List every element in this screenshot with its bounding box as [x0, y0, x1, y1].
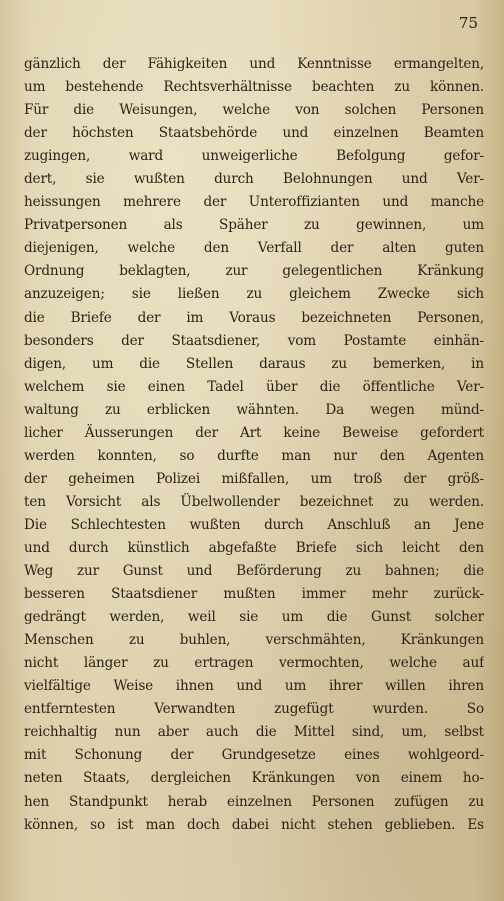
text-line: Ordnung beklagten, zur gelegentlichen Kränkung — [24, 263, 484, 280]
text-line: Menschen zu buhlen, verschmähten, Kränkungen — [24, 632, 484, 649]
text-line: werden konnten, so durfte man nur den Agenten — [24, 447, 484, 464]
text-line: Die Schlechtesten wußten durch Anschluß an Jene — [24, 516, 484, 533]
page-number: 75 — [458, 14, 478, 32]
text-line: mit Schonung der Grundgesetze eines wohlgeord- — [24, 747, 484, 764]
text-line: entferntesten Verwandten zugefügt wurden. So — [24, 701, 484, 718]
text-line: heissungen mehrere der Unteroffizianten und manche — [24, 194, 484, 211]
text-line: die Briefe der im Voraus bezeichneten Personen, — [24, 309, 484, 326]
text-line: digen, um die Stellen daraus zu bemerken, in — [24, 355, 484, 372]
text-line: Weg zur Gunst und Beförderung zu bahnen; die — [24, 563, 484, 580]
text-line: gedrängt werden, weil sie um die Gunst solcher — [24, 609, 484, 626]
text-line: können, so ist man doch dabei nicht stehen geblieben. Es — [24, 816, 484, 833]
text-line: dert, sie wußten durch Belohnungen und Ver- — [24, 171, 484, 188]
body-text — [24, 53, 484, 837]
text-line: vielfältige Weise ihnen und um ihrer willen ihren — [24, 678, 484, 695]
text-line: Für die Weisungen, welche von solchen Personen — [24, 102, 484, 119]
text-line: zugingen, ward unweigerliche Befolgung gefor- — [24, 148, 484, 165]
text-line: nicht länger zu ertragen vermochten, welche auf — [24, 655, 484, 672]
text-line: neten Staats, dergleichen Kränkungen von einem ho- — [24, 770, 484, 787]
text-line: ten Vorsicht als Übelwollender bezeichnet zu werden. — [24, 493, 484, 510]
text-line: um bestehende Rechtsverhältnisse beachten zu können. — [24, 79, 484, 96]
text-line: besseren Staatsdiener mußten immer mehr zurück- — [24, 586, 484, 603]
text-line: gänzlich der Fähigkeiten und Kenntnisse ermangelten, — [24, 56, 484, 72]
text-line: diejenigen, welche den Verfall der alten guten — [24, 240, 484, 257]
text-line: Privatpersonen als Späher zu gewinnen, um — [24, 217, 484, 234]
text-line: der höchsten Staatsbehörde und einzelnen Beamten — [24, 125, 484, 142]
text-line: besonders der Staatsdiener, vom Postamte einhän- — [24, 332, 484, 349]
text-line: und durch künstlich abgefaßte Briefe sich leicht den — [24, 539, 484, 556]
text-line: hen Standpunkt herab einzelnen Personen zufügen zu — [24, 793, 484, 810]
text-line: reichhaltig nun aber auch die Mittel sind, um, selbst — [24, 724, 484, 741]
text-line: licher Äusserungen der Art keine Beweise gefordert — [24, 424, 484, 441]
text-line: der geheimen Polizei mißfallen, um troß der größ- — [24, 470, 484, 487]
text-line: welchem sie einen Tadel über die öffentliche Ver- — [24, 378, 484, 395]
text-line: waltung zu erblicken wähnten. Da wegen münd- — [24, 401, 484, 418]
text-line: anzuzeigen; sie ließen zu gleichem Zwecke sich — [24, 286, 484, 303]
